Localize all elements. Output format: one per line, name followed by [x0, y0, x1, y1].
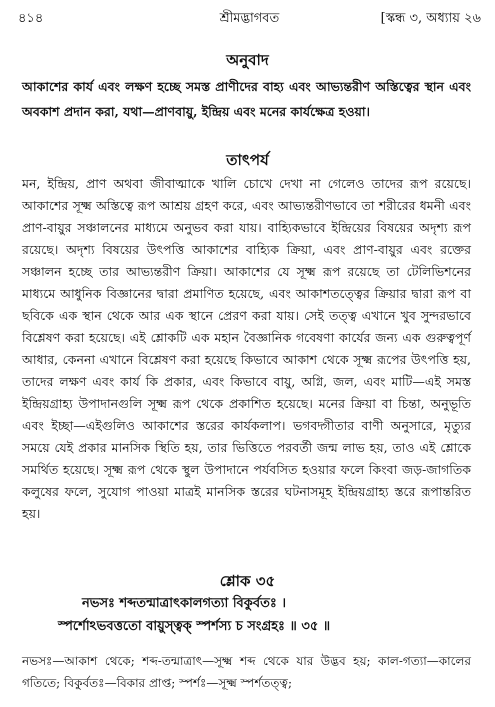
purport-text: মন, ইন্দ্রিয়, প্রাণ অথবা জীবাত্মাকে খালি চোখে দেখা না গেলেও তাদের রূপ রয়েছে। আকাশের সূক্ষ্ম অস্তিত্বে রূপ আশ্রয় গ্রহণ করে, এবং আভ্যন্তরীণভাবে তা শরীরের ধমনী এবং প্রাণ-বায়ুর সঞ্চালনের মাধ্যমে অনুভব করা যায়। বাহ্যিকভাবে ইন্দ্রিয়ের বিষয়ের অদৃশ্য রূপ রয়েছে। অদৃশ্য বিষয়ের উৎপত্তি আকাশের বাহ্যিক ক্রিয়া, এবং প্রাণ-বায়ুর এবং রক্তের সঞ্চালন হচ্ছে তার আভ্যন্তরীণ ক্রিয়া। আকাশের যে সূক্ষ্ম রূপ রয়েছে তা টেলিভিশনের মাধ্যমে আধুনিক বিজ্ঞানের দ্বারা প্রমাণিত হয়েছে, এবং আকাশতত্ত্বের ক্রিয়ার দ্বারা রূপ বা ছবিকে এক স্থান থেকে আর এক স্থানে প্রেরণ করা যায়। সেই তত্ত্ব এখানে খুব সুন্দরভাবে বিশ্লেষণ করা হয়েছে। এই শ্লোকটি এক মহান বৈজ্ঞানিক গবেষণা কার্যের জন্য এক গুরুত্বপূর্ণ আধার, কেননা এখানে বিশ্লেষণ করা হয়েছে কিভাবে আকাশ থেকে সূক্ষ্ম রূপের উৎপত্তি হয়, তাদের লক্ষণ এবং কার্য কি প্রকার, এবং কিভাবে বায়ু, অগ্নি, জল, এবং মাটি—এই সমস্ত ইন্দ্রিয়গ্রাহ্য উপাদানগুলি সূক্ষ্ম রূপ থেকে প্রকাশিত হয়েছে। মনের ক্রিয়া বা চিন্তা, অনুভূতি এবং ইচ্ছা—এইগুলিও আকাশের স্তরের কার্যকলাপ। ভগবদ্গীতার বাণী অনুসারে, মৃত্যুর সময়ে যেই প্রকার মানসিক স্থিতি হয়, তার ভিত্তিতে পরবর্তী জন্ম লাভ হয়, তাও এই শ্লোকে সমর্থিত হয়েছে। সূক্ষ্ম রূপ থেকে স্থুল উপাদানে পর্যবসিত হওয়ার ফলে কিংবা জড়-জাগতিক কলুষের ফলে, সুযোগ পাওয়া মাত্রই মানসিক স্তরের ঘটনাসমূহ ইন্দ্রিয়গ্রাহ্য স্তরে রূপান্তরিত হয়।: [22, 176, 471, 521]
chapter-reference: [স্কন্ধ ৩, অধ্যায় ২৬: [380, 11, 481, 26]
translation-text: আকাশের কার্য এবং লক্ষণ হচ্ছে সমস্ত প্রাণীদের বাহ্য এবং আভ্যন্তরীণ অস্তিত্বের স্থান এবং অবকাশ প্রদান করা, যথা—প্রাণবায়ু, ইন্দ্রিয় এবং মনের কার্যক্ষেত্র হওয়া।: [22, 79, 471, 119]
verse-line-2: স্পর্শোঽভবত্ততো বায়ুস্ত্বক্ স্পর্শস্য চ সংগ্রহঃ ॥ ৩৫ ॥: [58, 619, 331, 634]
verse-line-1: নভসঃ শব্দতন্মাত্রাৎকালগত্যা বিকুর্বতঃ ।: [82, 596, 286, 611]
synonyms-text: নভসঃ—আকাশ থেকে; শব্দ-তন্মাত্রাৎ—সূক্ষ্ম শব্দ থেকে যার উদ্ভব হয়; কাল-গত্যা—কালের গতিতে; বিকুর্বতঃ—বিকার প্রাপ্ত; স্পর্শঃ—সূক্ষ্ম স্পর্শতত্ত্ব;: [22, 654, 471, 690]
book-title: শ্রীমদ্ভাগবত: [219, 11, 280, 26]
translation-heading: অনুবাদ: [226, 51, 269, 69]
page-number: ৪১৪: [18, 11, 44, 26]
verse-heading: শ্লোক ৩৫: [219, 572, 276, 590]
purport-heading: তাৎপর্য: [226, 151, 269, 169]
page-header: [18, 10, 481, 28]
